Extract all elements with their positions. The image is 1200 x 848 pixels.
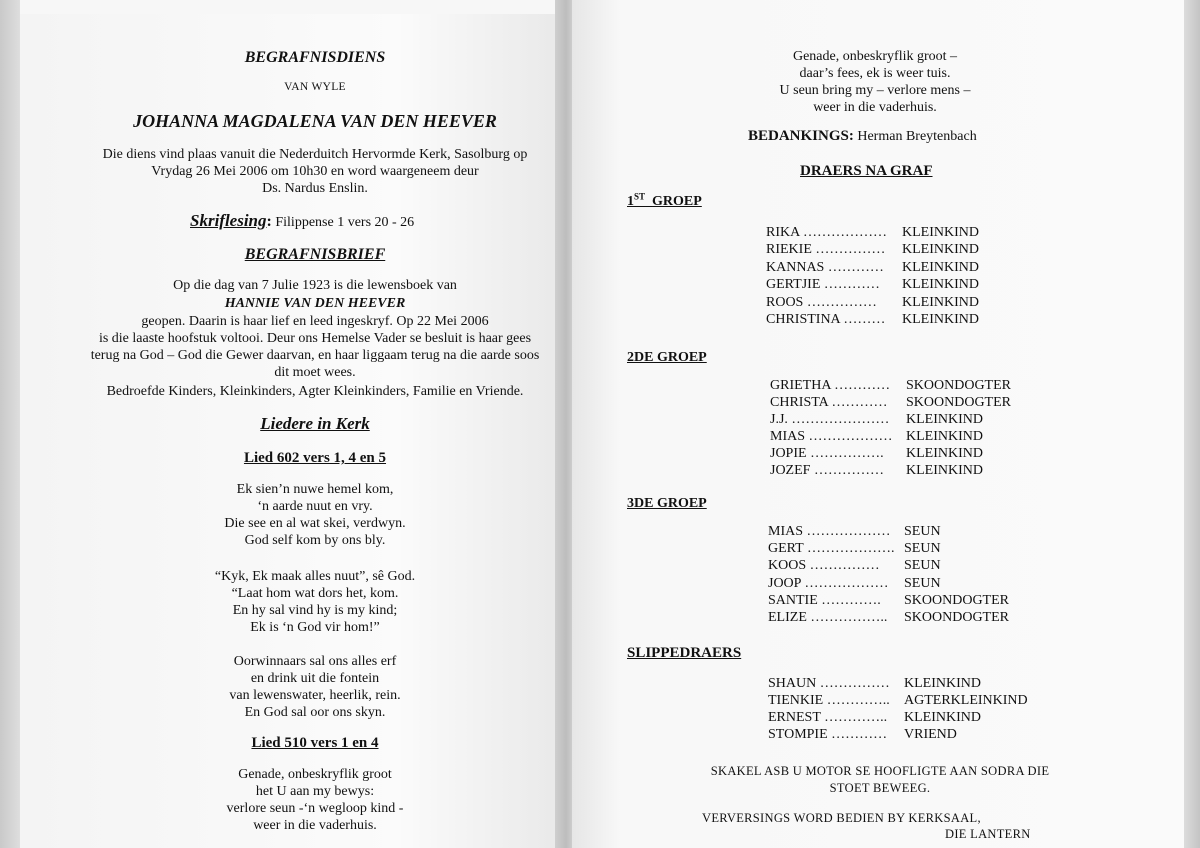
verse-line-1: Genade, onbeskryflik groot – [792, 49, 958, 64]
letter-line-5: dit moet wees. [274, 365, 356, 380]
group1-label: GROEP [652, 194, 702, 209]
group1-member: KANNAS ………… KLEINKIND [766, 260, 979, 275]
group2-member: JOZEF …………… KLEINKIND [770, 463, 983, 478]
group3-member: SANTIE …………. SKOONDOGTER [768, 593, 1009, 608]
song1-s2-l4: Ek is ‘n God vir hom!” [250, 620, 380, 635]
letter-line-3: is die laaste hoofstuk voltooi. Deur ons Hemelse Vader se besluit is haar gees [98, 331, 532, 346]
group2-member: GRIETHA ………… SKOONDOGTER [770, 378, 1011, 393]
scripture-colon: : [266, 213, 272, 230]
letter-heading: BEGRAFNISBRIEF [244, 246, 386, 263]
songs-heading: Liedere in Kerk [260, 414, 370, 433]
thanks-line [748, 128, 977, 145]
scan-edge-right [1184, 0, 1200, 848]
notice-line-1: SKAKEL ASB U MOTOR SE HOOFLIGTE AAN SODRA DIE [710, 764, 1050, 778]
scripture-label: Skriflesing [190, 211, 267, 230]
song1-s2-l2: “Laat hom wat dors het, kom. [231, 586, 399, 601]
group4-member: STOMPIE ………… VRIEND [768, 727, 957, 742]
verse-line-4: weer in die vaderhuis. [813, 100, 937, 115]
group2-member: JOPIE ……………. KLEINKIND [770, 446, 983, 461]
group3-member: MIAS ……………… SEUN [768, 524, 941, 539]
service-line-3: Ds. Nardus Enslin. [262, 181, 368, 196]
song1-s2-l3: En hy sal vind hy is my kind; [232, 603, 398, 618]
group4-member: SHAUN …………… KLEINKIND [768, 676, 981, 691]
group4-member: TIENKIE ………….. AGTERKLEINKIND [768, 693, 1028, 708]
letter-line-2: geopen. Daarin is haar lief en leed ingeskryf. Op 22 Mei 2006 [141, 314, 489, 329]
van-wyle-label: VAN WYLE [284, 81, 346, 93]
group2-member: CHRISTA ………… SKOONDOGTER [770, 395, 1011, 410]
song1-s1-l2: ‘n aarde nuut en vry. [257, 499, 373, 514]
song2-l1: Genade, onbeskryflik groot [238, 767, 392, 782]
song1-s3-l1: Oorwinnaars sal ons alles erf [233, 654, 397, 669]
group1-member: ROOS …………… KLEINKIND [766, 295, 979, 310]
group3-member: GERT ………………. SEUN [768, 541, 941, 556]
song2-l3: verlore seun -‘n wegloop kind - [226, 801, 404, 816]
song1-s3-l4: En God sal oor ons skyn. [244, 705, 386, 720]
bearers-heading: DRAERS NA GRAF [800, 163, 933, 179]
song2-title: Lied 510 vers 1 en 4 [251, 735, 379, 751]
group4-member: ERNEST ………….. KLEINKIND [768, 710, 981, 725]
deceased-name: JOHANNA MAGDALENA VAN DEN HEEVER [133, 111, 497, 131]
group2-title: 2DE GROEP [627, 350, 707, 365]
scripture-text: Filippense 1 vers 20 - 26 [275, 215, 415, 230]
song1-title: Lied 602 vers 1, 4 en 5 [243, 450, 387, 466]
refreshments-line-1: VERVERSINGS WORD BEDIEN BY KERKSAAL, [702, 811, 981, 825]
group2-member: MIAS ……………… KLEINKIND [770, 429, 983, 444]
song1-s3-l3: van lewenswater, heerlik, rein. [229, 688, 401, 703]
song1-s1-l3: Die see en al wat skei, verdwyn. [224, 516, 406, 531]
thanks-colon: : [848, 128, 854, 144]
group1-title [627, 193, 702, 210]
group3-member: KOOS …………… SEUN [768, 558, 941, 573]
notice-line-2: STOET BEWEEG. [829, 781, 931, 795]
group1-number: 1 [627, 194, 634, 209]
service-line-1: Die diens vind plaas vanuit die Nederduitch Hervormde Kerk, Sasolburg op [102, 147, 528, 162]
song2-l2: het U aan my bewys: [255, 784, 375, 799]
group1-member: RIEKIE …………… KLEINKIND [766, 242, 979, 257]
song1-s2-l1: “Kyk, Ek maak alles nuut”, sê God. [214, 569, 416, 584]
group1-sup: ST [634, 191, 646, 202]
letter-line-1: Op die dag van 7 Julie 1923 is die lewensboek van [173, 278, 457, 293]
refreshments-line-2: DIE LANTERN [945, 827, 1031, 841]
group1-member: RIKA ……………… KLEINKIND [766, 225, 979, 240]
song2-l4: weer in die vaderhuis. [253, 818, 377, 833]
letter-name: HANNIE VAN DEN HEEVER [224, 296, 406, 311]
scripture-reading [190, 212, 414, 231]
scan-edge-left [0, 0, 20, 848]
thanks-name: Herman Breytenbach [857, 129, 977, 144]
service-line-2: Vrydag 26 Mei 2006 om 10h30 en word waargeneem deur [151, 164, 479, 179]
group1-member: CHRISTINA ……… KLEINKIND [766, 312, 979, 327]
group4-title: SLIPPEDRAERS [627, 645, 742, 661]
verse-line-2: daar’s fees, ek is weer tuis. [799, 66, 951, 81]
letter-line-6: Bedroefde Kinders, Kleinkinders, Agter Kleinkinders, Familie en Vriende. [106, 384, 524, 399]
letter-line-4: terug na God – God die Gewer daarvan, en haar liggaam terug na die aarde soos [90, 348, 540, 363]
group2-member: J.J. ………………… KLEINKIND [770, 412, 983, 427]
group3-member: JOOP ……………… SEUN [768, 576, 941, 591]
thanks-label: BEDANKINGS [748, 128, 849, 144]
song1-s1-l1: Ek sien’n nuwe hemel kom, [236, 482, 394, 497]
group3-member: ELIZE …………….. SKOONDOGTER [768, 610, 1009, 625]
song1-s1-l4: God self kom by ons bly. [244, 533, 386, 548]
group3-title: 3DE GROEP [627, 496, 707, 511]
group1-member: GERTJIE ………… KLEINKIND [766, 277, 979, 292]
service-heading: BEGRAFNISDIENS [244, 49, 386, 66]
verse-line-3: U seun bring my – verlore mens – [779, 83, 971, 98]
song1-s3-l2: en drink uit die fontein [250, 671, 380, 686]
